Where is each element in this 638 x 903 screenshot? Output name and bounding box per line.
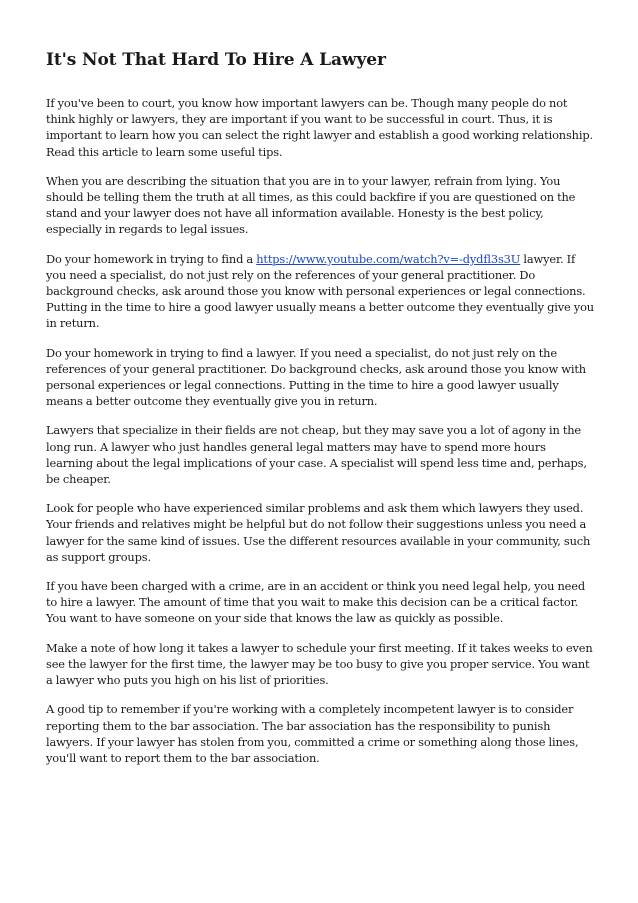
- link-paragraph-before: Do your homework in trying to find a: [46, 251, 257, 266]
- link-paragraph-after: lawyer. If you need a specialist, do not just rely on the references of your general practitioner. Do background checks, ask around those you know with personal experiences or legal connections. Putting in the time to hire a good lawyer usually means a better outcome they eventually give you in return.: [46, 251, 594, 331]
- document-page: [46, 48, 596, 779]
- paragraph-homework: Do your homework in trying to find a lawyer. If you need a specialist, do not just rely on the references of your general practitioner. Do background checks, ask around those you know with personal experiences or legal connections. Putting in the time to hire a good lawyer usually means a better outcome they eventually give you in return.: [46, 345, 586, 409]
- page-title: It's Not That Hard To Hire A Lawyer: [46, 50, 386, 70]
- paragraph-homework-link: [46, 251, 596, 332]
- paragraph-scheduling: Make a note of how long it takes a lawyer to schedule your first meeting. If it takes weeks to even see the lawyer for the first time, the lawyer may be too busy to give you proper service. You want a lawyer who puts you high on his list of priorities.: [46, 640, 593, 688]
- paragraph-referrals: Look for people who have experienced similar problems and ask them which lawyers they used. Your friends and relatives might be helpful but do not follow their suggestions unless you need a lawyer for the same kind of issues. Use the different resources available in your community, such as support groups.: [46, 501, 591, 564]
- paragraph-intro: If you've been to court, you know how important lawyers can be. Though many people do not think highly or lawyers, they are important if you want to be successful in court. Thus, it is important to learn how you can select the right lawyer and establish a good working relationship. Read this article to learn some useful tips.: [46, 96, 593, 159]
- paragraph-specialists: Lawyers that specialize in their fields are not cheap, but they may save you a lot of agony in the long run. A lawyer who just handles general legal matters may have to spend more hours learning about the legal implications of your case. A specialist will spend less time and, perhaps, be cheaper.: [46, 423, 587, 487]
- paragraph-honesty: When you are describing the situation that you are in to your lawyer, refrain from lying. You should be telling them the truth at all times, as this could backfire if you are questioned on the stand and your lawyer does not have all information available. Honesty is the best policy, especially in regards to legal issues.: [46, 173, 576, 237]
- paragraph-bar-association: A good tip to remember if you're working with a completely incompetent lawyer is to consider reporting them to the bar association. The bar association has the responsibility to punish lawyers. If your lawyer has stolen from you, committed a crime or something along those lines, you'll want to report them to the bar association.: [46, 702, 579, 765]
- paragraph-charged: If you have been charged with a crime, are in an accident or think you need legal help, you need to hire a lawyer. The amount of time that you wait to make this decision can be a critical factor. You want to have someone on your side that knows the law as quickly as possible.: [46, 579, 585, 626]
- youtube-link[interactable]: https://www.youtube.com/watch?v=-dydfl3s3U: [256, 251, 521, 266]
